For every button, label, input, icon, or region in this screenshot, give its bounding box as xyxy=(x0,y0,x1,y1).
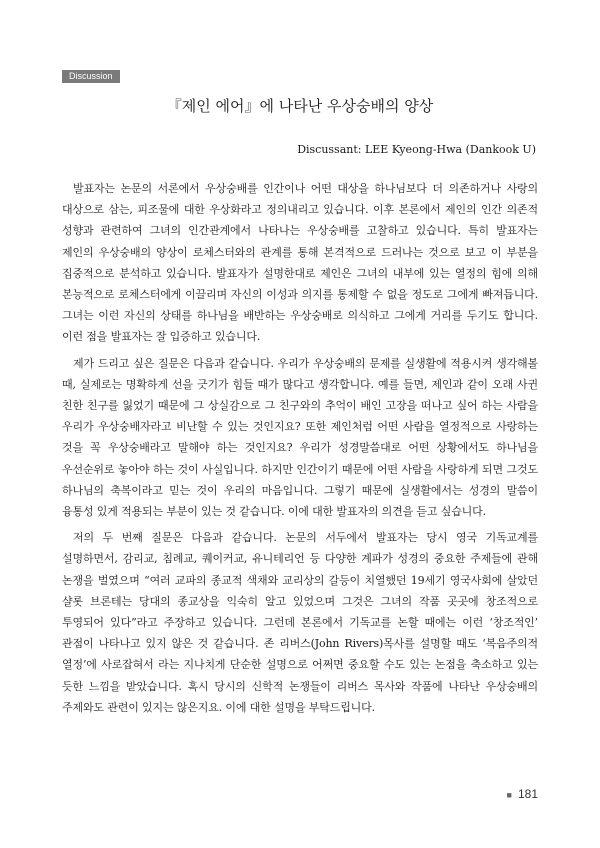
page-title: 『제인 에어』에 나타난 우상숭배의 양상 xyxy=(166,97,434,115)
paragraph-1: 발표자는 논문의 서론에서 우상숭배를 인간이나 어떤 대상을 하나님보다 더 의존하거나 사랑의 대상으로 삼는, 피조물에 대한 우상화라고 정의내리고 있습니다. 이후 본론에서 제인의 인간 의존적 성향과 관련하여 그녀의 인간관계에서 나타나는 우상숭배를 고찰하고 있습니다. 특히 발표자는 제인의 우상숭배의 양상이 로체스터와의 관계를 통해 본격적으로 드러나는 것으로 보고 이 부분을 집중적으로 분석하고 있습니다. 발표자가 설명한대로 제인은 그녀의 내부에 있는 열정의 힘에 의해 본능적으로 로체스터에게 이끌리며 자신의 이성과 의지를 통제할 수 없을 정도로 그에게 빠져듭니다. 그녀는 이런 자신의 상태를 하나님을 배반하는 우상숭배로 의식하고 그에게 거리를 두기도 합니다. 이런 점을 발표자는 잘 입증하고 있습니다. xyxy=(62,182,538,344)
body-text xyxy=(62,178,538,723)
paragraph-3: 저의 두 번째 질문은 다음과 같습니다. 논문의 서두에서 발표자는 당시 영국 기독교계를 설명하면서, 감리교, 침례교, 퀘이커교, 유니테리언 등 다양한 계파가 성경의 중요한 주제들에 관해 논쟁을 벌였으며 “여러 교파의 종교적 색채와 교리상의 갈등이 치열했던 19세기 영국사회에 살았던 샬롯 브론테는 당대의 종교상을 익숙히 알고 있었으며 그것은 그녀의 작품 곳곳에 창조적으로 투영되어 있다”라고 주장하고 있습니다. 그런데 본론에서 기독교를 논할 때에는 이런 ‘창조적인’ 관점이 나타나고 있지 않은 것 같습니다. 존 리버스(John Rivers)목사를 설명할 때도 ‘복음주의적 열정’에 사로잡혀서 라는 지나치게 단순한 설명으로 어쩌면 중요할 수도 있는 논점을 축소하고 있는 듯한 느낌을 받았습니다. 혹시 당시의 신학적 논쟁들이 리버스 목사와 작품에 나타난 우상숭배의 주제와도 관련이 있지는 않은지요. 이에 대한 설명을 부탁드립니다. xyxy=(62,531,538,714)
discussant-line: Discussant: LEE Kyeong-Hwa (Dankook U) xyxy=(297,143,536,156)
section-label: Discussion xyxy=(62,70,120,83)
square-bullet-icon: ■ xyxy=(506,790,512,800)
page-footer xyxy=(507,786,538,803)
page-number: 181 xyxy=(517,787,538,801)
paragraph-2: 제가 드리고 싶은 질문은 다음과 같습니다. 우리가 우상숭배의 문제를 실생활에 적용시켜 생각해볼 때, 실제로는 명확하게 선을 긋기가 힘들 때가 많다고 생각합니다. 예를 들면, 제인과 같이 오래 사귄 친한 친구를 잃었기 때문에 그 상실감으로 그 친구와의 추억이 배인 고장을 떠나고 싶어 하는 사람을 우리가 우상숭배자라고 비난할 수 있는 것인지요? 또한 제인처럼 어떤 사람을 열정적으로 사랑하는 것을 꼭 우상숭배라고 말해야 하는 것인지요? 우리가 성경말씀대로 어떤 상황에서도 하나님을 우선순위로 놓아야 하는 것이 사실입니다. 하지만 인간이기 때문에 어떤 사람을 사랑하게 되면 그것도 하나님의 축복이라고 믿는 것이 우리의 마음입니다. 그렇기 때문에 실생활에서는 성경의 말씀이 융통성 있게 적용되는 부분이 있는 것 같습니다. 이에 대한 발표자의 의견을 듣고 싶습니다. xyxy=(62,356,538,519)
